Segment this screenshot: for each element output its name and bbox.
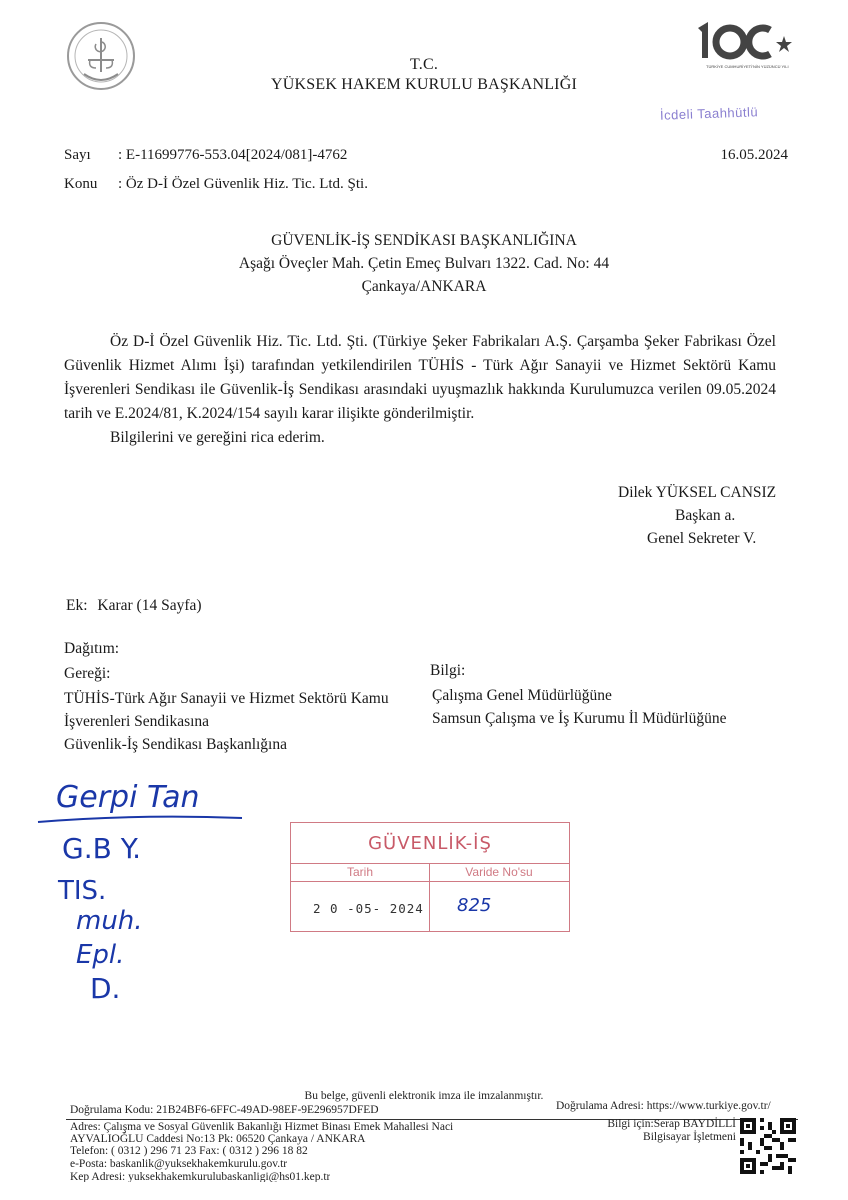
stamp-number-header: Varide No'su xyxy=(465,865,533,879)
recipient-address: Aşağı Öveçler Mah. Çetin Emeç Bulvarı 1322. Cad. No: 44 xyxy=(238,255,610,272)
document-date: 16.05.2024 xyxy=(720,147,788,163)
document-number-row xyxy=(64,147,347,164)
konu-value: : Öz D-İ Özel Güvenlik Hiz. Tic. Ltd. Şti. xyxy=(118,176,368,192)
handwritten-note-3: TIS. xyxy=(58,876,107,906)
sayi-label: Sayı xyxy=(64,147,91,163)
stamp-date-header: Tarih xyxy=(346,865,373,879)
stamp-date-value: 2 0 -05- 2024 xyxy=(313,901,424,916)
action-recipient-1b: İşverenleri Sendikasına xyxy=(64,713,210,730)
qr-code xyxy=(740,1118,796,1174)
action-label: Gereği: xyxy=(64,665,111,682)
handwritten-note-6: D. xyxy=(90,972,121,1005)
action-recipient-2: Güvenlik-İş Sendikası Başkanlığına xyxy=(64,736,287,753)
footer-address-1: Adres: Çalışma ve Sosyal Güvenlik Bakanlığı Hizmet Binası Emek Mahallesi Naci xyxy=(70,1121,454,1133)
contact-person: Bilgi için:Serap BAYDİLLİ xyxy=(607,1118,736,1130)
received-stamp-title: GÜVENLİK-İŞ xyxy=(368,833,492,854)
handwritten-note-2: G.B Y. xyxy=(62,832,142,865)
footer-email: e-Posta: baskanlik@yuksekhakemkurulu.gov.tr xyxy=(70,1158,288,1170)
recipient-city: Çankaya/ANKARA xyxy=(361,278,487,295)
footer-phone: Telefon: ( 0312 ) 296 71 23 Fax: ( 0312 ) 296 18 82 xyxy=(70,1145,308,1157)
signatory-position: Genel Sekreter V. xyxy=(647,530,757,547)
header-institution: YÜKSEK HAKEM KURULU BAŞKANLIĞI xyxy=(271,76,577,93)
body-paragraph: Öz D-İ Özel Güvenlik Hiz. Tic. Ltd. Şti. (Türkiye Şeker Fabrikaları A.Ş. Çarşamba Şeker Fabrikası Özel Güvenlik Hizmet Alımı İşi) tarafından yetkilendirilen TÜHİS - Türk Ağır Sanayii ve Hizmet Sektörü Kamu İşverenleri Sendikası ile Güvenlik-İş Sendikası arasındaki uyuşmazlık hakkında Kurulumuzca verilen 09.05.2024 tarih ve E.2024/81, K.2024/154 sayılı karar ilişikte gönderilmiştir. xyxy=(64,333,776,422)
stamp-divider xyxy=(291,881,569,882)
logo-100-caption: TÜRKİYE CUMHURİYETİ'NİN YÜZÜNCÜ YILI xyxy=(706,64,789,69)
footer-kep: Kep Adresi: yuksekhakemkurulubaskanligi@hs01.kep.tr xyxy=(70,1171,331,1182)
footer-address-2: AYVALIOĞLU Caddesi No:13 Pk: 06520 Çankaya / ANKARA xyxy=(70,1133,366,1145)
verification-address: Doğrulama Adresi: https://www.turkiye.gov.tr/ xyxy=(556,1100,771,1112)
recipient-name: GÜVENLİK-İŞ SENDİKASI BAŞKANLIĞINA xyxy=(271,232,577,249)
contact-title: Bilgisayar İşletmeni xyxy=(643,1131,736,1143)
received-stamp xyxy=(290,822,570,932)
attachment-value: Karar (14 Sayfa) xyxy=(97,597,202,614)
verification-code: Doğrulama Kodu: 21B24BF6-6FFC-49AD-98EF-9E296957DFED xyxy=(70,1104,379,1116)
attachment-line xyxy=(66,597,202,615)
esign-note: Bu belge, güvenli elektronik imza ile imzalanmıştır. xyxy=(304,1090,544,1102)
attachment-label: Ek: xyxy=(66,597,88,614)
info-label: Bilgi: xyxy=(430,662,466,679)
distribution-heading: Dağıtım: xyxy=(64,640,120,657)
info-recipient-2: Samsun Çalışma ve İş Kurumu İl Müdürlüğüne xyxy=(432,710,727,727)
registered-mail-stamp: İcdeli Taahhütlü xyxy=(659,104,759,123)
handwritten-note-4: muh. xyxy=(76,906,143,936)
konu-label: Konu xyxy=(64,176,98,192)
sayi-value: : E-11699776-553.04[2024/081]-4762 xyxy=(118,147,348,163)
handwritten-underline xyxy=(36,812,246,826)
handwritten-note-1: Gerpi Tan xyxy=(56,780,200,815)
closing-paragraph: Bilgilerini ve gereğini rica ederim. xyxy=(110,429,325,446)
handwritten-note-5: Epl. xyxy=(76,940,125,970)
action-recipient-1: TÜHİS-Türk Ağır Sanayii ve Hizmet Sektörü Kamu xyxy=(64,690,389,707)
stamp-number-value: 825 xyxy=(457,895,492,916)
signatory-name: Dilek YÜKSEL CANSIZ xyxy=(618,484,777,501)
header-tc: T.C. xyxy=(409,56,439,73)
stamp-divider xyxy=(291,863,569,864)
info-recipient-1: Çalışma Genel Müdürlüğüne xyxy=(432,687,612,704)
subject-row xyxy=(64,176,368,193)
signatory-title: Başkan a. xyxy=(675,507,736,524)
